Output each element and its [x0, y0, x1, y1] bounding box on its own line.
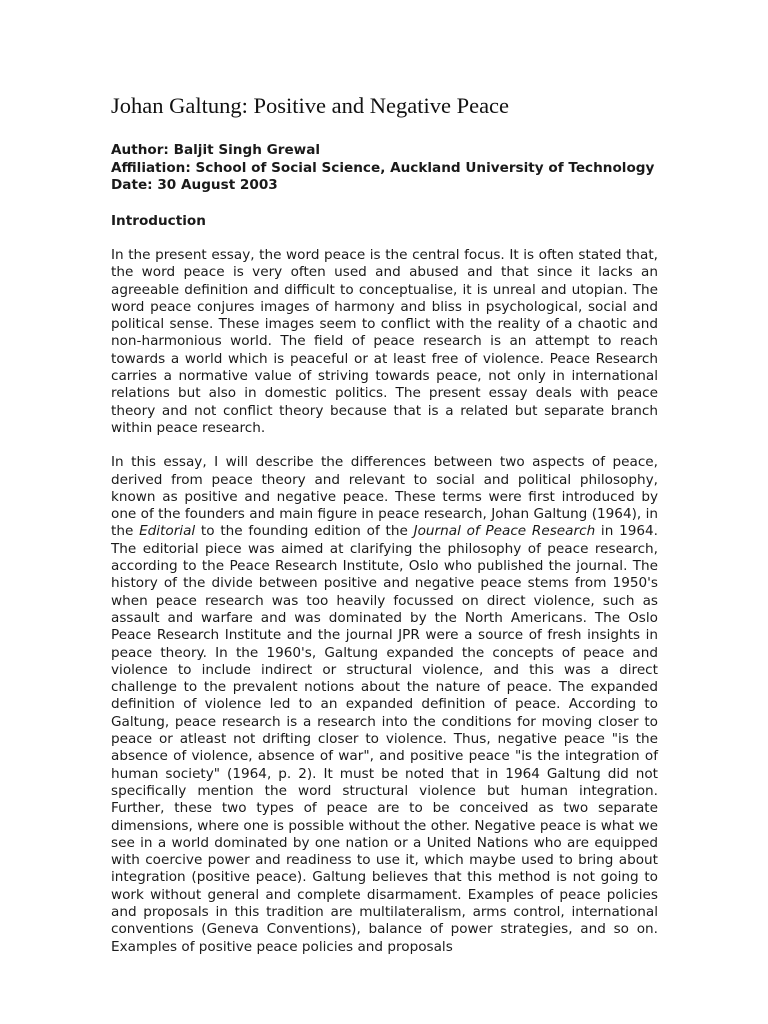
paragraph-1: In the present essay, the word peace is the central focus. It is often stated that, the word peace is very often used and abused and that since it lacks an agreeable definition and difficult to conceptualise, it is unreal and utopian. The word peace conjures images of harmony and bliss in psychological, social and political sense. These images seem to conflict with the reality of a chaotic and non-harmonious world. The field of peace research is an attempt to reach towards a world which is peaceful or at least free of violence. Peace Research carries a normative value of striving towards peace, not only in international relations but also in domestic politics. The present essay deals with peace theory and not conflict theory because that is a related but separate branch within peace research.: [111, 247, 658, 436]
document-title: Johan Galtung: Positive and Negative Peace: [111, 93, 510, 118]
affiliation-line: Affiliation: School of Social Science, Auckland University of Technology: [111, 159, 655, 176]
date-line: Date: 30 August 2003: [111, 177, 278, 193]
section-heading: Introduction: [111, 212, 206, 229]
document-metadata: [111, 142, 658, 195]
editorial-emphasis: Editorial: [139, 523, 196, 540]
paragraph-2-part-2: to the founding edition of the: [195, 523, 414, 540]
paragraph-2-part-1: In this essay, I will describe the differences between two aspects of peace, derived from peace theory and relevant to social and political philosophy, known as positive and negative peace. These terms were first introduced by one of the founders and main figure in peace research, Johan Galtung (1964), in the: [111, 454, 658, 540]
journal-title-emphasis: Journal of Peace Research: [413, 523, 596, 540]
author-line: Author: Baljit Singh Grewal: [111, 142, 321, 158]
paragraph-2: [111, 454, 658, 956]
paragraph-2-part-3: in 1964. The editorial piece was aimed at clarifying the philosophy of peace research, according to the Peace Research Institute, Oslo who published the journal. The history of the divide between positive and negative peace stems from 1950's when peace research was too heavily focussed on direct violence, such as assault and warfare and was dominated by the North Americans. The Oslo Peace Research Institute and the journal JPR were a source of fresh insights in peace theory. In the 1960's, Galtung expanded the concepts of peace and violence to include indirect or structural violence, and this was a direct challenge to the prevalent notions about the nature of peace. The expanded definition of violence led to an expanded definition of peace. According to Galtung, peace research is a research into the conditions for moving closer to peace or atleast not drifting closer to violence. Thus, negative peace "is the absence of violence, absence of war", and positive peace "is the integration of human society" (1964, p. 2). It must be noted that in 1964 Galtung did not specifically mention the word structural violence but human integration. Further, these two types of peace are to be conceived as two separate dimensions, where one is possible without the other. Negative peace is what we see in a world dominated by one nation or a United Nations who are equipped with coercive power and readiness to use it, which maybe used to bring about integration (positive peace). Galtung believes that this method is not going to work without general and complete disarmament. Examples of peace policies and proposals in this tradition are multilateralism, arms control, international conventions (Geneva Conventions), balance of power strategies, and so on. Examples of positive peace policies and proposals: [111, 523, 658, 955]
